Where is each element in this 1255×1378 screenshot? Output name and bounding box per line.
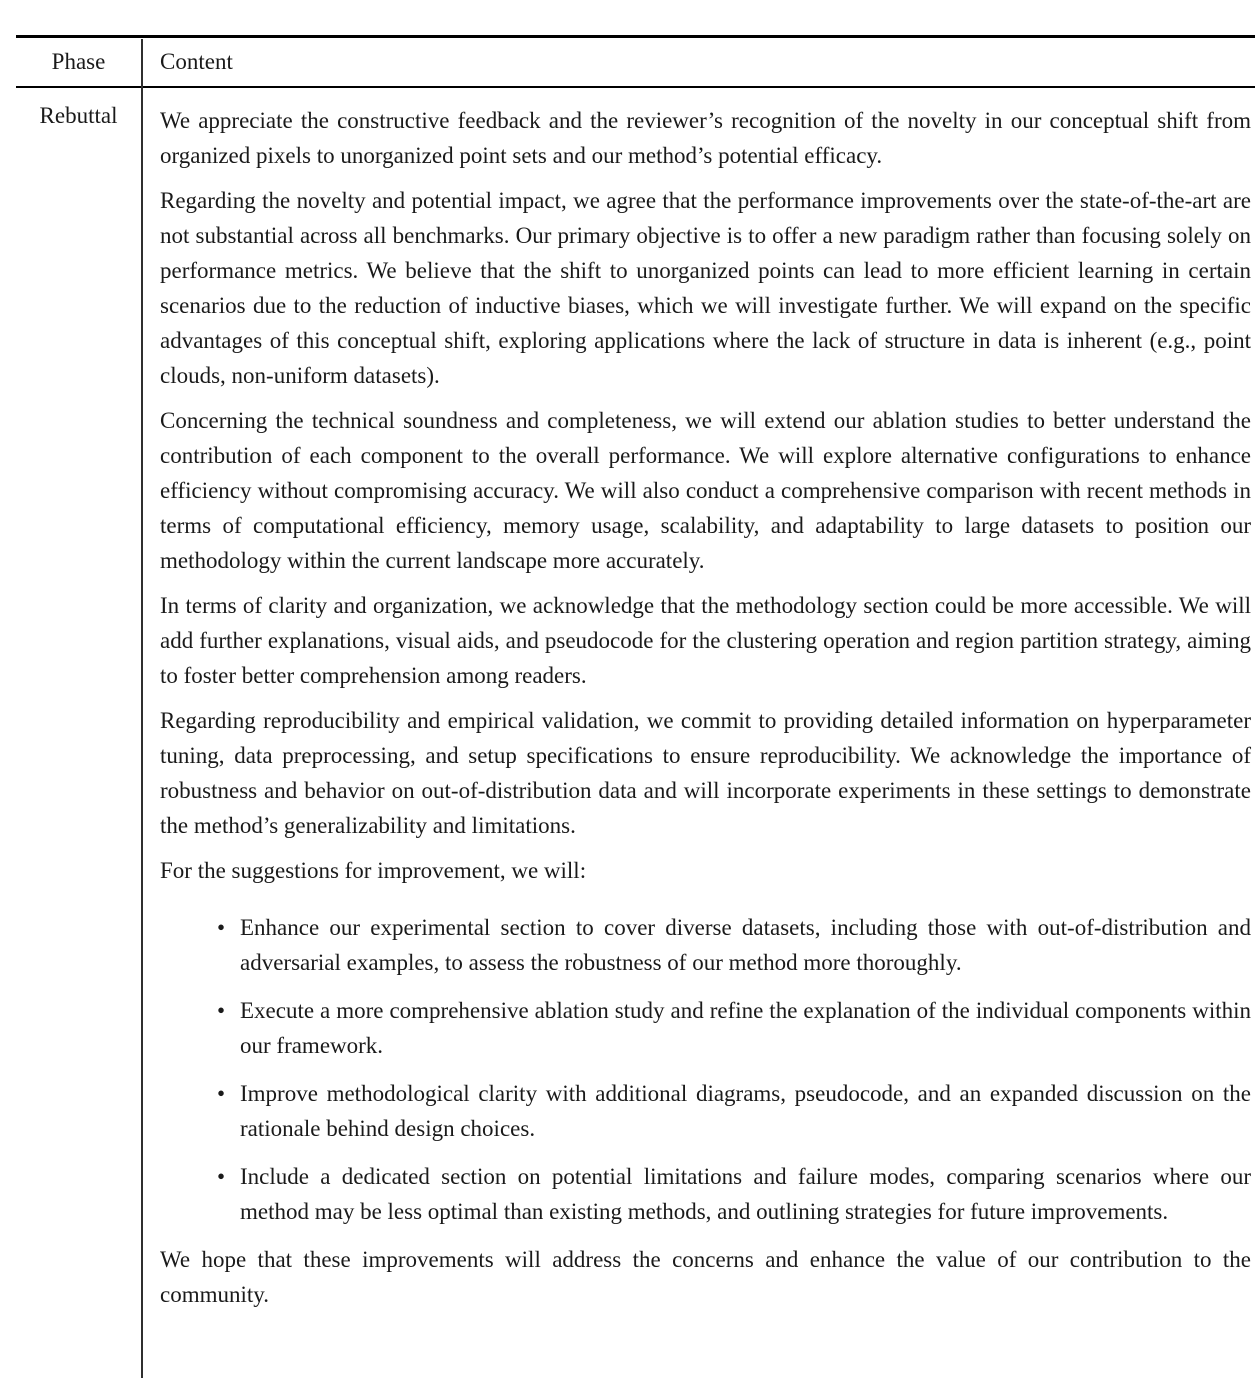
bullet-icon: • [217, 914, 226, 940]
list-item [160, 910, 1251, 980]
bullet-icon: • [217, 1080, 226, 1106]
phase-cell: Rebuttal [39, 102, 118, 128]
content-paragraph: Regarding the novelty and potential impact, we agree that the performance improvements over the state-of-the-art are not substantial across all benchmarks. Our primary objective is to offer a new paradigm rather than focusing solely on performance metrics. We believe that the shift to unorganized points can lead to more efficient learning in certain scenarios due to the reduction of inductive biases, which we will investigate further. We will expand on the specific advantages of this conceptual shift, exploring applications where the lack of structure in data is inherent (e.g., point clouds, non-uniform datasets). [160, 187, 1251, 388]
content-paragraph: Regarding reproducibility and empirical validation, we commit to providing detailed information on hyperparameter tuning, data preprocessing, and setup specifications to ensure reproducibility. We acknowledge the importance of robustness and behavior on out-of-distribution data and will incorporate experiments in these settings to demonstrate the method’s generalizability and limitations. [160, 707, 1251, 838]
table-body-row [16, 88, 1255, 1322]
table-header-row [16, 38, 1255, 86]
content-paragraph: For the suggestions for improvement, we will: [160, 857, 587, 883]
column-header-phase: Phase [51, 48, 106, 74]
list-item [160, 1159, 1251, 1229]
column-header-content: Content [160, 48, 233, 74]
column-divider [141, 39, 143, 1378]
content-paragraph: In terms of clarity and organization, we acknowledge that the methodology section could be more accessible. We will add further explanations, visual aids, and pseudocode for the clustering operation and region partition strategy, aiming to foster better comprehension among readers. [160, 592, 1251, 688]
list-item [160, 1076, 1251, 1146]
list-item-text: Include a dedicated section on potential limitations and failure modes, comparing scenarios where our method may be less optimal than existing methods, and outlining strategies for future improvements. [240, 1163, 1251, 1224]
rebuttal-table [16, 35, 1255, 1378]
improvements-list [160, 910, 1251, 1229]
list-item [160, 993, 1251, 1063]
bullet-icon: • [217, 1163, 226, 1189]
bullet-icon: • [217, 997, 226, 1023]
list-item-text: Execute a more comprehensive ablation study and refine the explanation of the individual components within our framework. [240, 997, 1251, 1058]
list-item-text: Enhance our experimental section to cover diverse datasets, including those with out-of-distribution and adversarial examples, to assess the robustness of our method more thoroughly. [240, 914, 1251, 975]
content-cell [141, 88, 1255, 1322]
content-paragraph: We hope that these improvements will address the concerns and enhance the value of our contribution to the community. [160, 1246, 1251, 1307]
content-paragraph: Concerning the technical soundness and completeness, we will extend our ablation studies to better understand the contribution of each component to the overall performance. We will explore alternative configurations to enhance efficiency without compromising accuracy. We will also conduct a comprehensive comparison with recent methods in terms of computational efficiency, memory usage, scalability, and adaptability to large datasets to position our methodology within the current landscape more accurately. [160, 407, 1251, 573]
content-paragraph: We appreciate the constructive feedback and the reviewer’s recognition of the novelty in our conceptual shift from organized pixels to unorganized point sets and our method’s potential efficacy. [160, 107, 1251, 168]
list-item-text: Improve methodological clarity with additional diagrams, pseudocode, and an expanded discussion on the rationale behind design choices. [240, 1080, 1251, 1141]
